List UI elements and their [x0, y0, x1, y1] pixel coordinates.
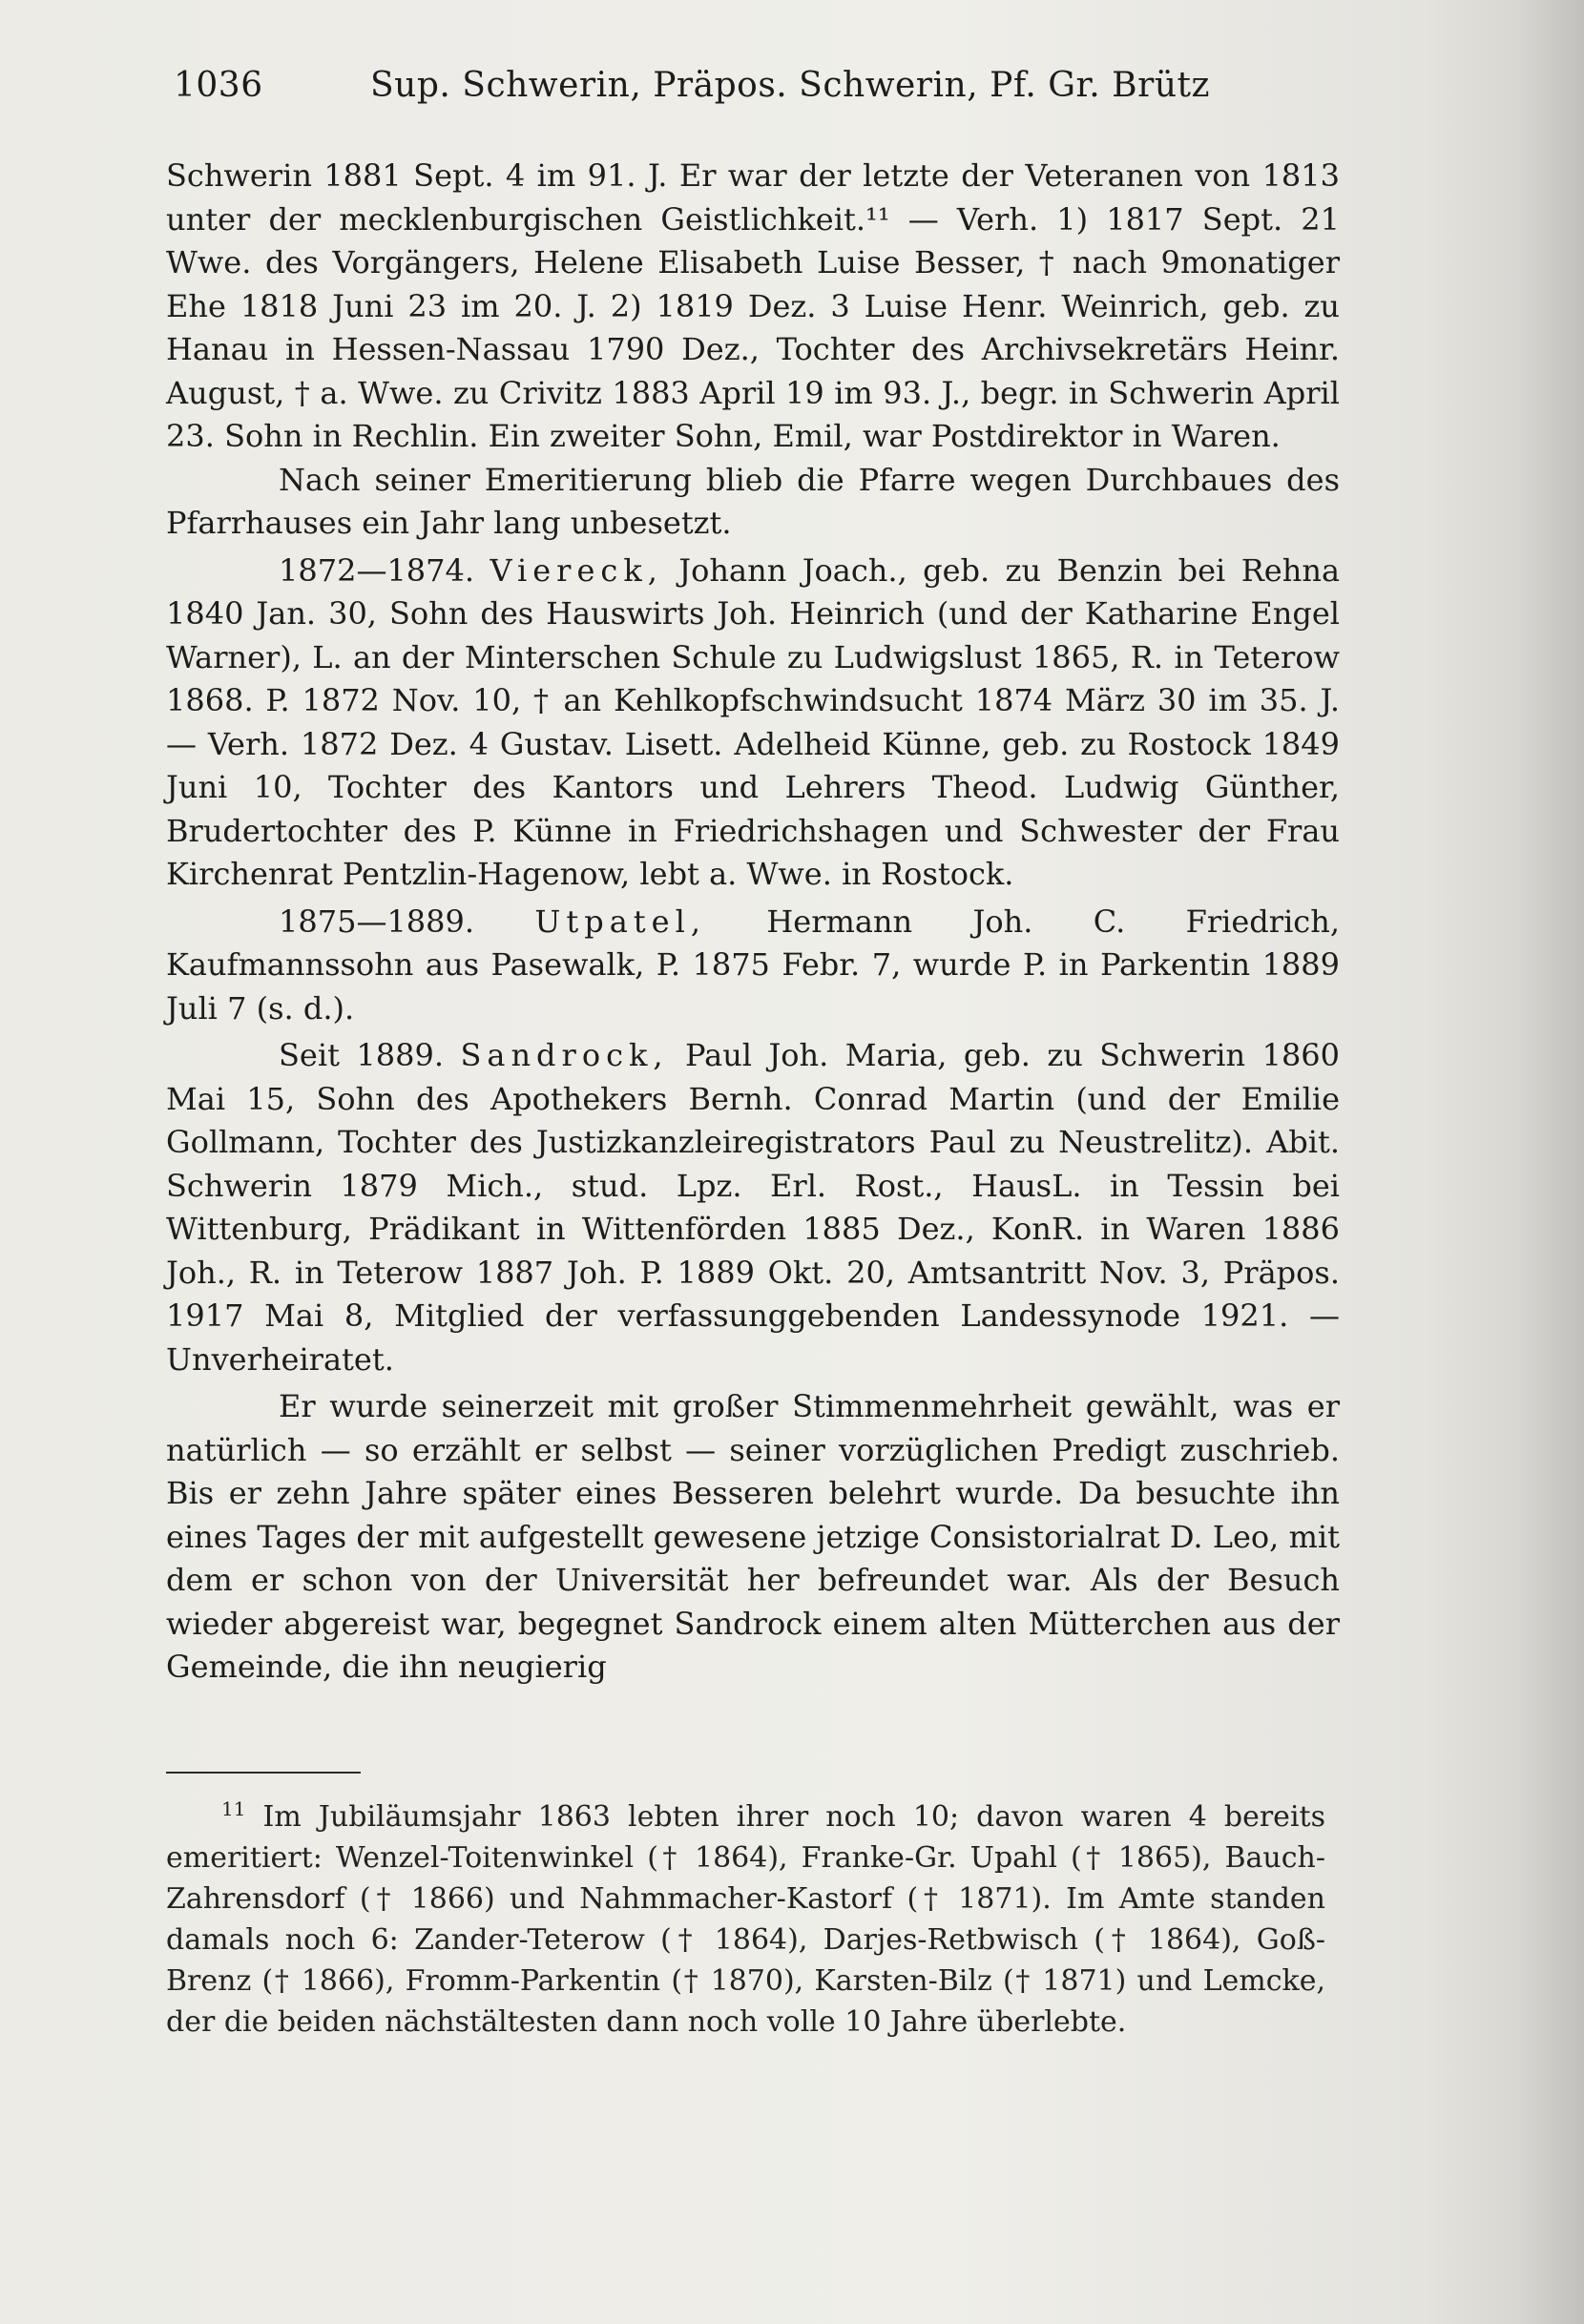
entry-text: Johann Joach., geb. zu Benzin bei Rehna 1840 Jan. 30, Sohn des Hauswirts Joh. Heinrich (und der Katharine Engel Warner), L. an der Minterschen Schule zu Ludwigslust 1865, R. in Teterow 1868. P. 1872 Nov. 10, † an Kehlkopfschwindsucht 1874 März 30 im 35. J. — Verh. 1872 Dez. 4 Gustav. Lisett. Adelheid Künne, geb. zu Rostock 1849 Juni 10, Tochter des Kantors und Lehrers Theod. Ludwig Günther, Brudertochter des P. Künne in Friedrichshagen und Schwester der Frau Kirchenrat Pentzlin-Hagenow, lebt a. Wwe. in Rostock.	[166, 551, 1341, 892]
footnote-divider	[166, 1772, 361, 1774]
entry-name: Viereck,	[490, 551, 663, 589]
entry-sandrock	[166, 1034, 1340, 1381]
footnote	[166, 1796, 1325, 2043]
paragraph-anecdote: Er wurde seinerzeit mit großer Stimmenmehrheit gewählt, was er natürlich — so erzählt er selbst — seiner vorzüglichen Predigt zuschrieb. Bis er zehn Jahre später eines Besseren belehrt wurde. Da besuchte ihn eines Tages der mit aufgestellt gewesene jetzige Consistorialrat D. Leo, mit dem er schon von der Universität her befreundet war. Als der Besuch wieder abgereist war, begegnet Sandrock einem alten Mütterchen aus der Gemeinde, die ihn neugierig	[166, 1388, 1340, 1685]
entry-name: Sandrock,	[460, 1037, 669, 1073]
page-header	[174, 59, 1333, 113]
entry-years: Seit 1889.	[279, 1037, 444, 1073]
main-text	[166, 155, 1340, 1690]
page-edge-shadow	[1517, 0, 1584, 2324]
paragraph-vacancy: Nach seiner Emeritierung blieb die Pfarre wegen Durchbaues des Pfarrhauses ein Jahr lang unbesetzt.	[166, 461, 1340, 541]
entry-viereck	[166, 550, 1340, 897]
page-number: 1036	[174, 66, 263, 105]
entry-name: Utpatel,	[534, 903, 706, 940]
paragraph-continuation: Schwerin 1881 Sept. 4 im 91. J. Er war der letzte der Veteranen von 1813 unter der mecklenburgischen Geistlichkeit.¹¹ — Verh. 1) 1817 Sept. 21 Wwe. des Vorgängers, Helene Elisabeth Luise Besser, † nach 9monatiger Ehe 1818 Juni 23 im 20. J. 2) 1819 Dez. 3 Luise Henr. Weinrich, geb. zu Hanau in Hessen-Nassau 1790 Dez., Tochter des Archivsekretärs Heinr. August, † a. Wwe. zu Crivitz 1883 April 19 im 93. J., begr. in Schwerin April 23. Sohn in Rechlin. Ein zweiter Sohn, Emil, war Postdirektor in Waren.	[166, 157, 1340, 454]
entry-text: Paul Joh. Maria, geb. zu Schwerin 1860 Mai 15, Sohn des Apothekers Bernh. Conrad Martin (und der Emilie Gollmann, Tochter des Justizkanzleiregistrators Paul zu Neustrelitz). Abit. Schwerin 1879 Mich., stud. Lpz. Erl. Rost., HausL. in Tessin bei Wittenburg, Prädikant in Wittenförden 1885 Dez., KonR. in Waren 1886 Joh., R. in Teterow 1887 Joh. P. 1889 Okt. 20, Amtsantritt Nov. 3, Präpos. 1917 Mai 8, Mitglied der verfassunggebenden Landessynode 1921. — Unverheiratet.	[166, 1037, 1341, 1378]
footnote-paragraph	[166, 1796, 1325, 2043]
footnote-text: Im Jubiläumsjahr 1863 lebten ihrer noch 10; davon waren 4 bereits emeritiert: Wenzel-Toitenwinkel († 1864), Franke-Gr. Upahl († 1865), Bauch-Zahrensdorf († 1866) und Nahmmacher-Kastorf († 1871). Im Amte standen damals noch 6: Zander-Teterow († 1864), Darjes-Retbwisch († 1864), Goß-Brenz († 1866), Fromm-Parkentin († 1870), Karsten-Bilz († 1871) und Lemcke, der die beiden nächstältesten dann noch volle 10 Jahre überlebte.	[166, 1800, 1325, 2039]
entry-text: Hermann Joh. C. Friedrich, Kaufmannssohn aus Pasewalk, P. 1875 Febr. 7, wurde P. in Parkentin 1889 Juli 7 (s. d.).	[166, 903, 1340, 1027]
running-head: Sup. Schwerin, Präpos. Schwerin, Pf. Gr. Brütz	[370, 66, 1210, 105]
footnote-marker: 11	[221, 1797, 246, 1820]
entry-years: 1875—1889.	[279, 903, 475, 940]
entry-years: 1872—1874.	[279, 551, 475, 589]
entry-utpatel	[166, 901, 1340, 1031]
